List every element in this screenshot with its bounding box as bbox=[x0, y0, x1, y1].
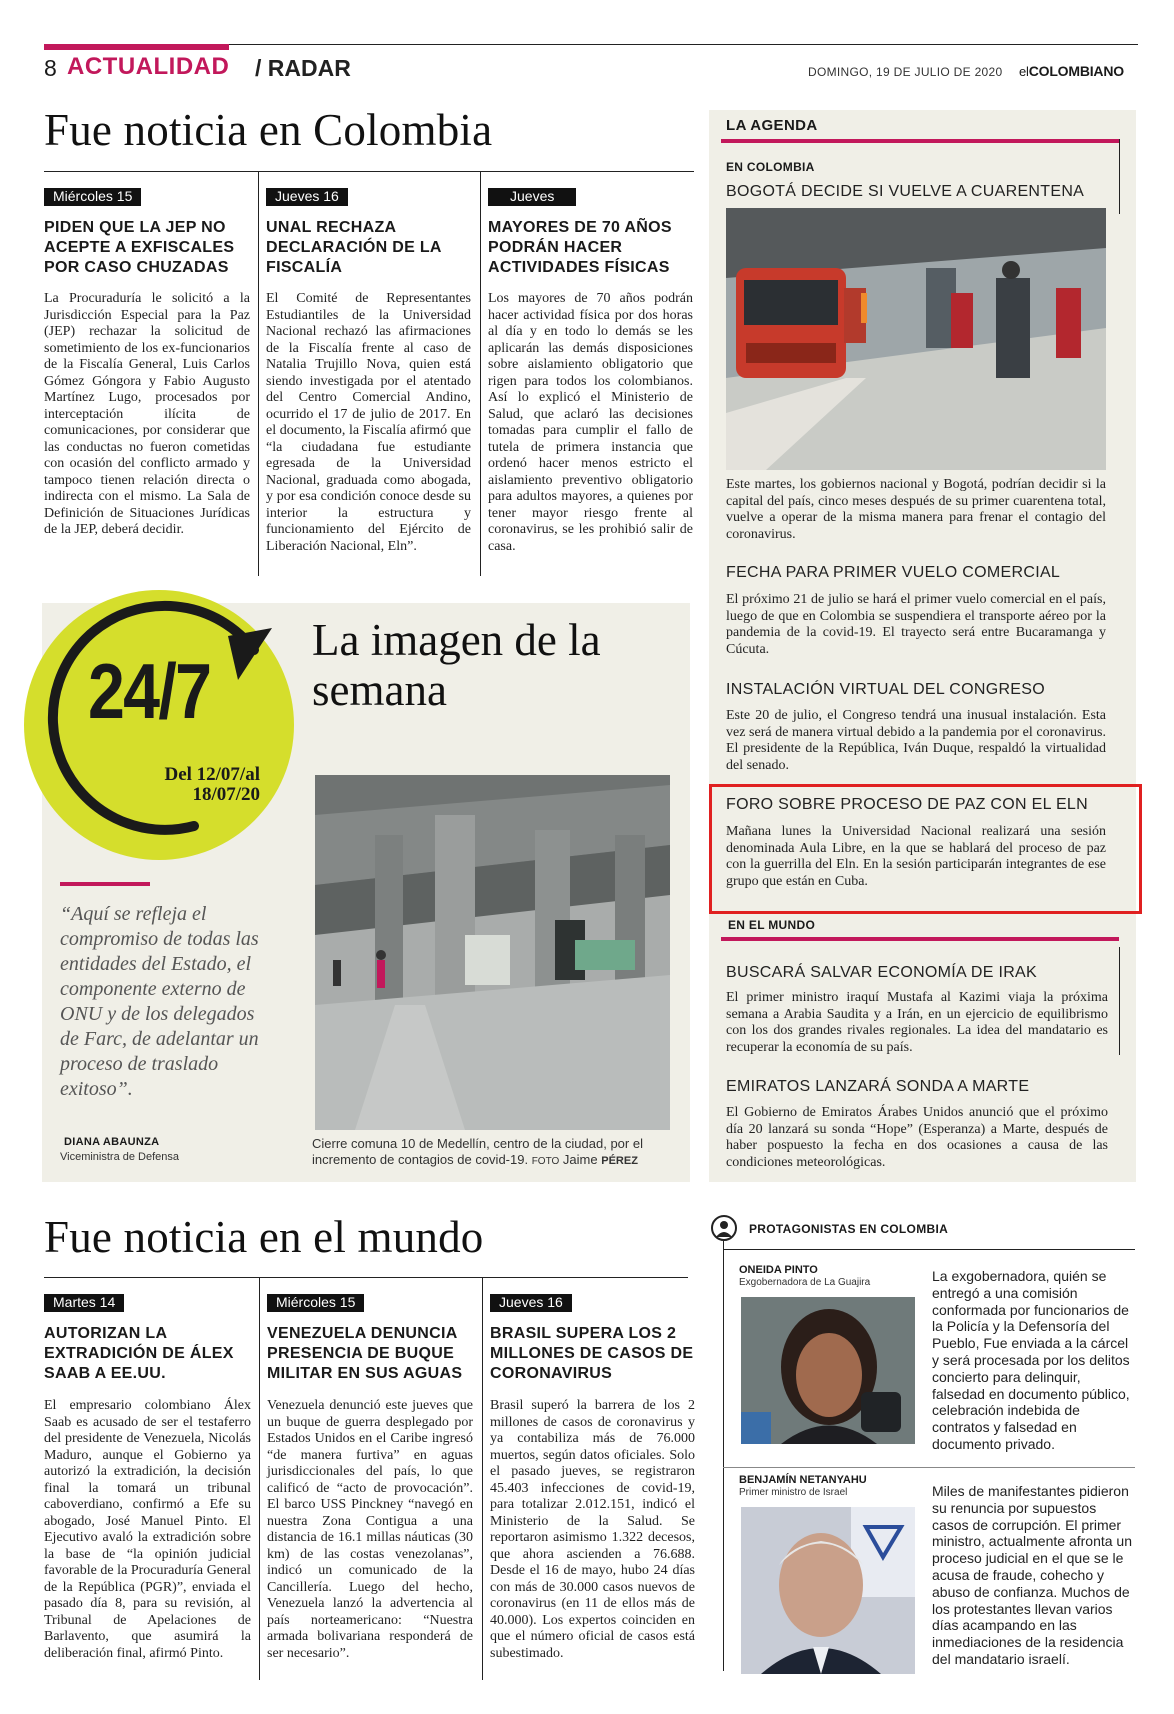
en-el-mundo-label: EN EL MUNDO bbox=[728, 918, 816, 932]
article-body: El Comité de Representantes Estudiantiles de la Universidad Nacional rechazó las afirmaciones de la Fiscalía frente al caso de Natalia Trujillo Nova, quien está siendo investigada por el atentado del Centro Comercial Andino, ocurrido el 17 de julio de 2017. En el documento, la Fiscalía afirmó que “la ciudadana fue estudiante egresada de la Universidad Nacional, graduada como abogada, y por esa condición conoce desde su interior la estructura y funcionamiento del Ejército de Liberación Nacional, Eln”. bbox=[266, 291, 471, 554]
quote-role: Viceministra de Defensa bbox=[60, 1151, 180, 1163]
person-name: BENJAMÍN NETANYAHU bbox=[739, 1474, 867, 1486]
agenda-headline: FECHA PARA PRIMER VUELO COMERCIAL bbox=[726, 564, 1061, 581]
issue-date: DOMINGO, 19 DE JULIO DE 2020 bbox=[808, 65, 1003, 79]
oneida-pinto-photo bbox=[741, 1297, 915, 1444]
colombia-article bbox=[266, 188, 471, 555]
colombia-section-title: Fue noticia en Colombia bbox=[44, 105, 493, 155]
photo-caption bbox=[312, 1136, 682, 1170]
mundo-section-title: Fue noticia en el mundo bbox=[44, 1212, 484, 1262]
colombia-article bbox=[44, 188, 250, 539]
protagonistas-rule bbox=[723, 1249, 1135, 1250]
photo-illustration bbox=[726, 208, 1106, 470]
mundo-accent-bar bbox=[721, 937, 1119, 941]
logo-prefix: el bbox=[1019, 64, 1029, 79]
quote-author: DIANA ABAUNZA bbox=[64, 1136, 160, 1148]
article-headline: AUTORIZAN LA EXTRADICIÓN DE ÁLEX SAAB A EE.UU. bbox=[44, 1325, 234, 1382]
agenda-body: El Gobierno de Emiratos Árabes Unidos anunció que el próximo día 20 lanzará su sonda “Hope” (Esperanza) a Marte, después de haber pospuesto la fecha en dos ocasiones a causa de las condiciones meteorológicas. bbox=[726, 1105, 1108, 1170]
agenda-title: LA AGENDA bbox=[726, 117, 818, 134]
photo-credit-last: PÉREZ bbox=[601, 1155, 638, 1167]
col-divider bbox=[258, 172, 259, 576]
mundo-rule bbox=[44, 1277, 688, 1278]
day-tag: Jueves bbox=[488, 188, 576, 206]
section-accent-bar bbox=[44, 44, 229, 50]
col-divider bbox=[482, 1278, 483, 1680]
person-icon bbox=[711, 1215, 737, 1241]
portrait-illustration bbox=[741, 1297, 915, 1444]
badge-number: 24/7 bbox=[88, 647, 211, 735]
day-tag: Miércoles 15 bbox=[44, 188, 141, 206]
person-body: La exgobernadora, quién se entregó a una comisión conformada por funcionarios de la Policía y la Defensoría del Pueblo, Fue enviada a la cárcel y será procesada por los delitos concierto para delinquir, falsedad en documento público, celebración indebida de contratos y falsedad en documento privado. bbox=[932, 1268, 1130, 1452]
article-headline: MAYORES DE 70 AÑOS PODRÁN HACER ACTIVIDADES FÍSICAS bbox=[488, 219, 672, 276]
mundo-side-rule bbox=[1119, 947, 1120, 1055]
day-tag: Jueves 16 bbox=[490, 1294, 572, 1312]
agenda-headline: INSTALACIÓN VIRTUAL DEL CONGRESO bbox=[726, 681, 1045, 698]
image-of-week-photo bbox=[315, 775, 670, 1130]
caption-text: Cierre comuna 10 de Medellín, centro de la ciudad, por el incremento de contagios de covid-19. bbox=[312, 1136, 643, 1167]
col-divider bbox=[480, 172, 481, 576]
article-body: La Procuraduría le solicitó a la Jurisdicción Especial para la Paz (JEP) rechazar la solicitud de sometimiento de los ex-funcionarios de la Fiscalía General, Luis Carlos Gómez Góngora y Fabio Augusto Martínez Lugo, procesados por interceptación ilícita de comunicaciones, por considerar que las conductas no fueron cometidas con ocasión del conflicto armado y tampoco tienen relación directa o indirecta con el mismo. La Sala de Definición de Situaciones Jurídicas de la JEP, deberá decidir. bbox=[44, 291, 250, 537]
image-of-week-title: La imagen de la semana bbox=[312, 615, 601, 715]
agenda-headline: FORO SOBRE PROCESO DE PAZ CON EL ELN bbox=[726, 796, 1088, 813]
page-number: 8 bbox=[44, 55, 57, 81]
article-body: Los mayores de 70 años podrán hacer actividad física por dos horas al día y en todo lo demás se les aplicarán las demás disposiciones sobre aislamiento obligatorio que rigen para todos los colombianos. Así lo explicó el Ministerio de Salud, que aclaró las decisiones tomadas para cumplir el fallo de tutela de primera instancia que ordenó hacer menos estricto el aislamiento preventivo obligatorio para adultos mayores, a quienes por tener mayor riesgo frente al coronavirus, se les prohibió salir de casa. bbox=[488, 291, 693, 554]
colombia-rule bbox=[44, 171, 694, 172]
article-headline: VENEZUELA DENUNCIA PRESENCIA DE BUQUE MILITAR EN SUS AGUAS bbox=[267, 1325, 463, 1382]
week-badge bbox=[24, 590, 294, 860]
agenda-accent-bar bbox=[721, 139, 1119, 143]
person-role: Exgobernadora de La Guajira bbox=[739, 1277, 871, 1288]
agenda-side-rule bbox=[1119, 139, 1120, 214]
section-title: ACTUALIDAD bbox=[67, 53, 230, 80]
person-role: Primer ministro de Israel bbox=[739, 1487, 848, 1498]
netanyahu-photo bbox=[741, 1507, 915, 1674]
photo-credit-label: FOTO bbox=[531, 1156, 560, 1167]
day-tag: Martes 14 bbox=[44, 1294, 124, 1312]
protagonistas-title: PROTAGONISTAS EN COLOMBIA bbox=[749, 1222, 949, 1236]
badge-dates: Del 12/07/al 18/07/20 bbox=[164, 764, 260, 805]
subsection-title: / RADAR bbox=[255, 55, 351, 81]
photo-credit-first: Jaime bbox=[562, 1152, 598, 1167]
newspaper-logo bbox=[1019, 63, 1124, 79]
agenda-headline: EMIRATOS LANZARÁ SONDA A MARTE bbox=[726, 1078, 1030, 1095]
agenda-body: Mañana lunes la Universidad Nacional realizará una sesión denominada Aula Libre, en la que se hablará del proceso de paz con la guerrilla del Eln. En la sesión participarán integrantes de ese grupo que están en Cuba. bbox=[726, 824, 1106, 889]
article-body: Venezuela denunció este jueves que un buque de guerra desplegado por Estados Unidos en el Caribe ingresó “de manera furtiva” en aguas jurisdiccionales del país, lo que calificó de “acto de provocación”. El barco USS Pinckney “navegó en nuestra Zona Contigua a una distancia de 16.1 millas náuticas (30 km) de las costas venezolanas”, indicó un comunicado de la Cancillería. Luego del hecho, Venezuela lanzó la advertencia al país norteamericano: “Nuestra armada bolivariana responderá de ser necesario”. bbox=[267, 1398, 473, 1661]
day-tag: Jueves 16 bbox=[266, 188, 348, 206]
article-body: Brasil superó la barrera de los 2 millones de casos de coronavirus y ya contabiliza más de 76.000 muertos, según datos oficiales. Solo el pasado jueves, se registraron 45.403 infecciones de covid-19, para totalizar 2.012.151, indicó el Ministerio de la Salud. Se reportaron asimismo 1.322 decesos, que ahora ascienden a 76.688. Desde el 16 de mayo, hubo 24 días con más de 30.000 casos nuevos de coronavirus (en 11 de ellos más de 40.000). Los expertos coinciden en que el número oficial de casos está subestimado. bbox=[490, 1398, 695, 1661]
mundo-article bbox=[44, 1294, 251, 1662]
quote-accent-bar bbox=[60, 882, 150, 886]
agenda-body: Este 20 de julio, el Congreso tendrá una inusual instalación. Esta vez será de manera virtual debido a la pandemia por el coronavirus. El presidente de la República, Iván Duque, respaldó la virtualidad del senado. bbox=[726, 708, 1106, 773]
mundo-article bbox=[490, 1294, 695, 1662]
en-colombia-label: EN COLOMBIA bbox=[726, 160, 815, 174]
day-tag: Miércoles 15 bbox=[267, 1294, 364, 1312]
agenda-body: El primer ministro iraquí Mustafa al Kazimi viaja la próxima semana a Arabia Saudita y a Irán, en un ejercicio de equilibrismo con los dos grandes rivales regionales. La idea del mandatario es recuperar la economía de su país. bbox=[726, 990, 1108, 1055]
portrait-illustration bbox=[741, 1507, 915, 1674]
protagonistas-side-rule bbox=[723, 1241, 724, 1671]
photo-illustration bbox=[315, 775, 670, 1130]
agenda-headline: BOGOTÁ DECIDE SI VUELVE A CUARENTENA bbox=[726, 183, 1085, 200]
protagonistas-divider bbox=[723, 1467, 1135, 1468]
logo-name: COLOMBIANO bbox=[1028, 63, 1124, 79]
pull-quote: “Aquí se refleja el compromiso de todas las entidades del Estado, el componente externo de ONU y de los delegados de Farc, de adelantar un proceso de traslado exitoso”. bbox=[60, 903, 259, 1100]
agenda-headline: BUSCARÁ SALVAR ECONOMÍA DE IRAK bbox=[726, 964, 1038, 981]
agenda-body: Este martes, los gobiernos nacional y Bogotá, podrían decidir si la capital del país, cinco meses después de su primer cuarentena total, vuelve a operar de la misma manera para frenar el contagio del coronavirus. bbox=[726, 477, 1106, 542]
article-body: El empresario colombiano Álex Saab es acusado de ser el testaferro del presidente de Venezuela, Nicolás Maduro, aunque el Gobierno ya autorizó la extradición, la decisión final la tomará un tribunal caboverdiano, confirmó a Efe su abogado, José Manuel Pinto. El Ejecutivo avaló la extradición sobre la base de “la opinión judicial favorable de la Procuraduría General de la República (PGR)”, enviada el pasado día 8, para su revisión, al Tribunal de Apelaciones de Barlavento, que asumirá la deliberación final, afirmó Pinto. bbox=[44, 1398, 251, 1661]
colombia-article bbox=[488, 188, 693, 555]
agenda-body: El próximo 21 de julio se hará el primer vuelo comercial en el país, luego de que en Colombia se suspendiera el transporte aéreo por la pandemia de la covid-19. El trayecto será entre Bucaramanga y Cúcuta. bbox=[726, 592, 1106, 657]
article-headline: BRASIL SUPERA LOS 2 MILLONES DE CASOS DE CORONAVIRUS bbox=[490, 1325, 694, 1382]
article-headline: UNAL RECHAZA DECLARACIÓN DE LA FISCALÍA bbox=[266, 219, 442, 276]
person-body: Miles de manifestantes pidieron su renuncia por supuestos casos de corrupción. El primer ministro, actualmente afronta un proceso judicial en el que se le acusa de fraude, cohecho y abuso de confianza. Muchos de los protestantes llevan varios días acampando en las inmediaciones de la residencia del mandatario israelí. bbox=[932, 1483, 1132, 1667]
mundo-article bbox=[267, 1294, 473, 1662]
col-divider bbox=[259, 1278, 260, 1680]
bogota-transit-photo bbox=[726, 208, 1106, 470]
person-name: ONEIDA PINTO bbox=[739, 1264, 818, 1276]
article-headline: PIDEN QUE LA JEP NO ACEPTE A EXFISCALES POR CASO CHUZADAS bbox=[44, 219, 235, 276]
